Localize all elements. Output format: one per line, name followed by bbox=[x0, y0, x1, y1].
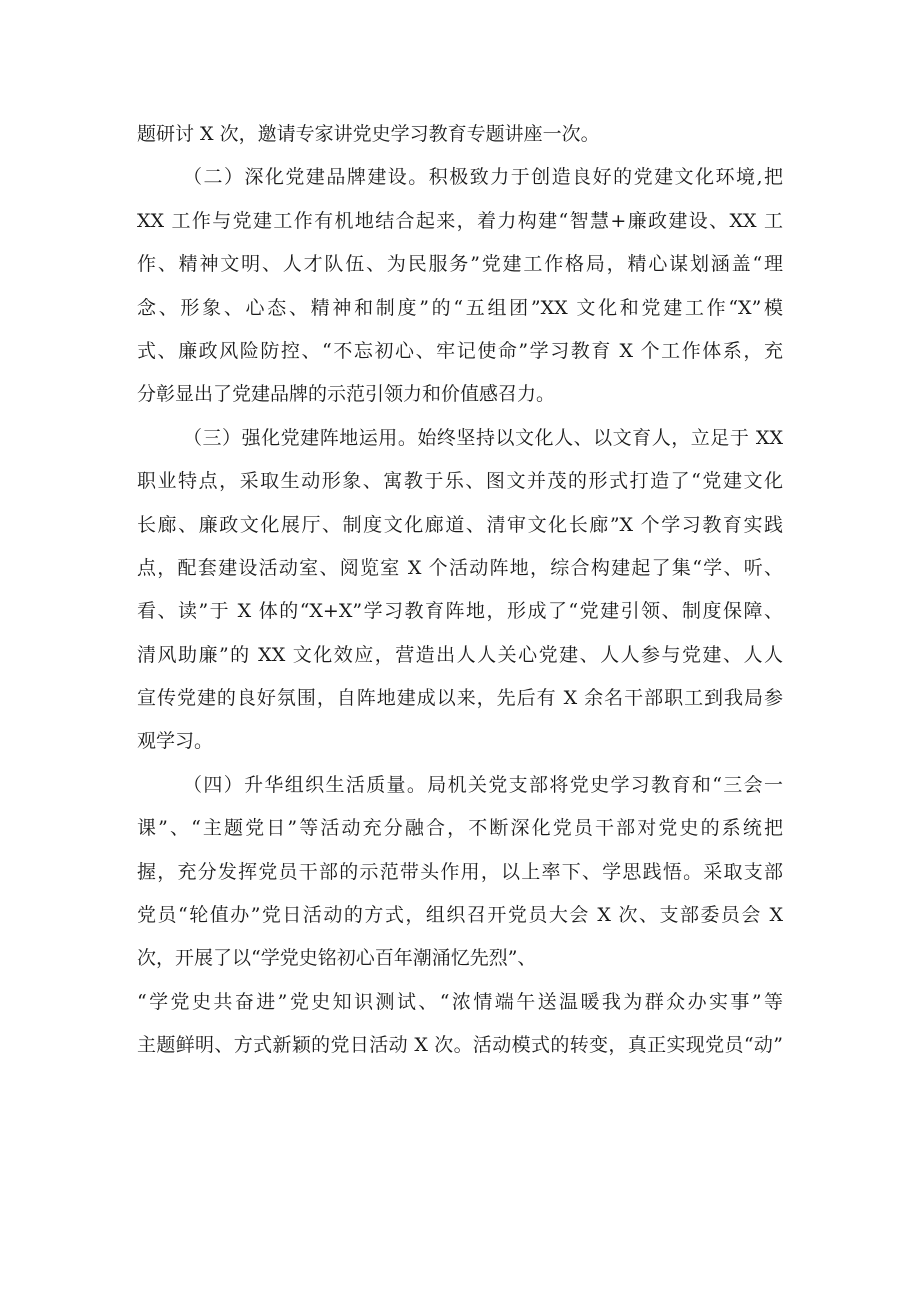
text-line: 作、精神文明、人才队伍、为民服务”党建工作格局，精心谋划涵盖“理 bbox=[137, 253, 783, 276]
text-line: 课”、“主题党日”等活动充分融合，不断深化党员干部对党史的系统把 bbox=[137, 817, 783, 840]
text-line: 观学习。 bbox=[137, 730, 214, 753]
text-line: 清风助廉”的 XX 文化效应，营造出人人关心党建、人人参与党建、人人 bbox=[137, 643, 783, 666]
text-line: 点，配套建设活动室、阅览室 X 个活动阵地，综合构建起了集“学、听、 bbox=[137, 556, 783, 579]
body-text bbox=[137, 113, 783, 1068]
text-line: 宣传党建的良好氛围，自阵地建成以来，先后有 X 余名干部职工到我局参 bbox=[137, 687, 783, 710]
text-line: 看、读”于 X 体的“X+X”学习教育阵地，形成了“党建引领、制度保障、 bbox=[137, 600, 783, 623]
text-line: 党员“轮值办”党日活动的方式，组织召开党员大会 X 次、支部委员会 X bbox=[137, 904, 783, 927]
text-line: “学党史共奋进”党史知识测试、“浓情端午送温暖我为群众办实事”等 bbox=[137, 990, 783, 1013]
text-line: XX 工作与党建工作有机地结合起来，着力构建“智慧+廉政建设、XX 工 bbox=[137, 209, 783, 232]
text-line: 次，开展了以“学党史铭初心百年潮涌忆先烈”、 bbox=[137, 947, 537, 970]
text-line: 念、形象、心态、精神和制度”的“五组团”XX 文化和党建工作“X”模 bbox=[137, 296, 783, 319]
paragraph-2-start: （二）深化党建品牌建设。积极致力于创造良好的党建文化环境,把 bbox=[183, 166, 783, 189]
text-line: 题研讨 X 次，邀请专家讲党史学习教育专题讲座一次。 bbox=[137, 123, 600, 145]
paragraph-3-start: （三）强化党建阵地运用。始终坚持以文化人、以文育人，立足于 XX bbox=[183, 426, 783, 449]
text-line: 式、廉政风险防控、“不忘初心、牢记使命”学习教育 X 个工作体系，充 bbox=[137, 339, 783, 362]
text-line: 主题鲜明、方式新颖的党日活动 X 次。活动模式的转变，真正实现党员“动” bbox=[137, 1034, 783, 1057]
text-line: 握，充分发挥党员干部的示范带头作用，以上率下、学思践悟。采取支部 bbox=[137, 860, 783, 883]
text-line: 长廊、廉政文化展厅、制度文化廊道、清审文化长廊”X 个学习教育实践 bbox=[137, 513, 783, 536]
paragraph-4-start: （四）升华组织生活质量。局机关党支部将党史学习教育和“三会一 bbox=[183, 773, 783, 796]
text-line: 分彰显出了党建品牌的示范引领力和价值感召力。 bbox=[137, 383, 556, 406]
text-line: 职业特点，采取生动形象、寓教于乐、图文并茂的形式打造了“党建文化 bbox=[137, 470, 783, 493]
